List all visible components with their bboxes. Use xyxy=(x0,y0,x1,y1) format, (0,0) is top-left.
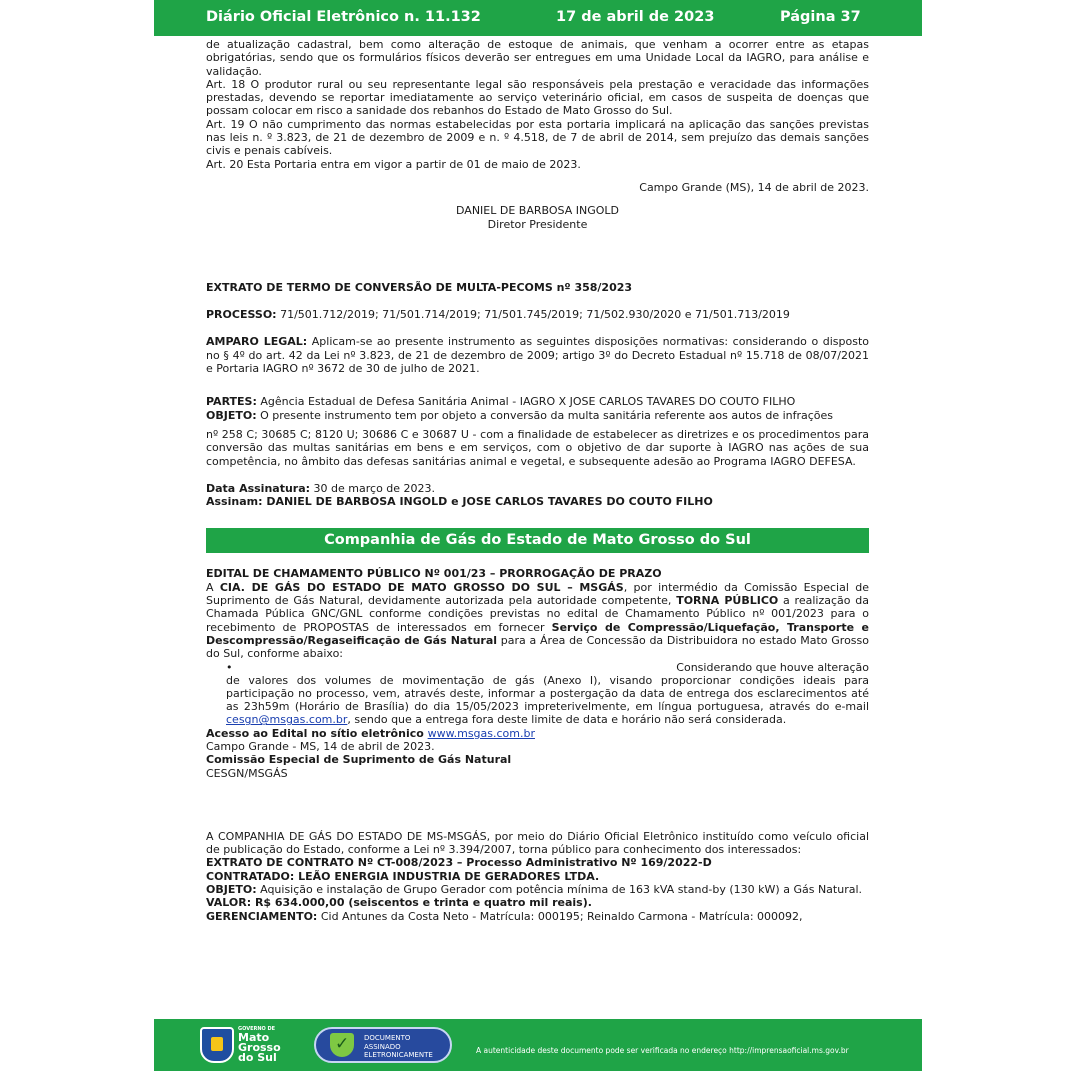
gerenciamento-line: GERENCIAMENTO: Cid Antunes da Costa Neto - Matrícula: 000195; Reinaldo Carmona - Matrícula: 000092, xyxy=(206,909,803,923)
page-header xyxy=(154,0,922,36)
shield-check-icon xyxy=(330,1033,354,1057)
objeto-line: OBJETO: O presente instrumento tem por objeto a conversão da multa sanitária referente aos autos de infrações xyxy=(206,408,834,422)
article-18: Art. 18 O produtor rural ou seu representante legal são responsáveis pela prestação e veracidade das informações prestadas, devendo se reportar imediatamente ao serviço veterinário oficial, em casos de suspeita de doenças que possam colocar em risco a sanidade dos rebanhos do Estado de Mato Grosso do Sul. xyxy=(206,77,869,118)
processo-line: PROCESSO: 71/501.712/2019; 71/501.714/2019; 71/501.745/2019; 71/502.930/2020 e 71/501.713/2019 xyxy=(206,308,790,322)
comissao-sigla: CESGN/MSGÁS xyxy=(206,766,288,780)
page-footer xyxy=(154,1019,922,1071)
article-20: Art. 20 Esta Portaria entra em vigor a partir de 01 de maio de 2023. xyxy=(206,157,581,171)
contrato-intro: A COMPANHIA DE GÁS DO ESTADO DE MS-MSGÁS, por meio do Diário Oficial Eletrônico instituído como veículo oficial de publicação do Estado, conforme a Lei nº 3.394/2007, torna público para conhecimento dos interessados: xyxy=(206,829,869,857)
contrato-objeto: OBJETO: Aquisição e instalação de Grupo Gerador com potência mínima de 163 kVA stand-by (130 kW) a Gás Natural. xyxy=(206,883,863,897)
bullet-item: • Considerando que houve alteração xyxy=(226,660,869,674)
article-19: Art. 19 O não cumprimento das normas estabelecidas por esta portaria implicará na aplicação das sanções previstas nas leis n. º 3.823, de 21 de dezembro de 2009 e n. º 4.518, de 7 de abril de 2014, sem prejuízo das demais sanções civis e penais cabíveis. xyxy=(206,117,869,158)
bullet-dot-icon: • xyxy=(226,660,233,674)
contrato-extrato: EXTRATO DE CONTRATO Nº CT-008/2023 – Processo Administrativo Nº 169/2022-D xyxy=(206,856,712,870)
assinam-line: Assinam: DANIEL DE BARBOSA INGOLD e JOSE CARLOS TAVARES DO COUTO FILHO xyxy=(206,495,713,509)
bullet-body: de valores dos volumes de movimentação de gás (Anexo I), visando proporcionar condições ideais para participação no processo, vem, através deste, informar a postergação da data de entrega dos esclarecimentos até as 23h59m (Horário de Brasília) do dia 15/05/2023 impreterivelmente, em língua portuguesa, através do e-mail cesgn@msgas.com.br, sendo que a entrega fora deste limite de data e horário não será considerada. xyxy=(226,673,869,727)
partes-line: PARTES: Agência Estadual de Defesa Sanitária Animal - IAGRO X JOSE CARLOS TAVARES DO COUTO FILHO xyxy=(206,395,796,409)
data-assinatura: Data Assinatura: 30 de março de 2023. xyxy=(206,481,436,495)
document-body xyxy=(206,38,869,923)
comissao-name: Comissão Especial de Suprimento de Gás Natural xyxy=(206,753,512,767)
section-title-msgas: Companhia de Gás do Estado de Mato Grosso do Sul xyxy=(206,528,869,553)
email-link[interactable]: cesgn@msgas.com.br xyxy=(226,713,348,727)
issue-date: 17 de abril de 2023 xyxy=(556,9,715,25)
signer-role: Diretor Presidente xyxy=(487,217,588,231)
acesso-edital: Acesso ao Edital no sítio eletrônico www.msgas.com.br xyxy=(206,726,535,740)
extrato-title: EXTRATO DE TERMO DE CONVERSÃO DE MULTA-PECOMS nº 358/2023 xyxy=(206,280,633,294)
edital-intro: A CIA. DE GÁS DO ESTADO DE MATO GROSSO DO SUL – MSGÁS, por intermédio da Comissão Especial de Suprimento de Gás Natural, devidamente autorizada pela autoridade competente, TORNA PÚBLICO a realização da Chamada Pública GNC/GNL conforme condições previstas no edital de Chamamento Público nº 001/2023 para o recebimento de PROPOSTAS de interessados em fornecer Serviço de Compressão/Liquefação, Transporte e Descompressão/Regaseificação de Gás Natural para a Área de Concessão da Distribuidora no estado Mato Grosso do Sul, conforme abaixo: xyxy=(206,580,869,661)
state-crest-icon xyxy=(200,1027,234,1063)
gazette-title: Diário Oficial Eletrônico n. 11.132 xyxy=(206,9,481,25)
contratado-line: CONTRATADO: LEÃO ENERGIA INDUSTRIA DE GERADORES LTDA. xyxy=(206,869,600,883)
signed-document-badge: ✓ DOCUMENTO ASSINADO ELETRONICAMENTE xyxy=(314,1027,452,1063)
signing-place-date: Campo Grande (MS), 14 de abril de 2023. xyxy=(639,180,869,194)
edital-place-date: Campo Grande - MS, 14 de abril de 2023. xyxy=(206,739,435,753)
paragraph-cadastral: de atualização cadastral, bem como alteração de estoque de animais, que venham a ocorrer entre as etapas obrigatórias, sendo que os formulários físicos deverão ser entregues em uma Unidade Local da IAGRO, para análise e validação. xyxy=(206,38,869,78)
document-page xyxy=(154,0,922,1071)
contrato-valor: VALOR: R$ 634.000,00 (seiscentos e trinta e quatro mil reais). xyxy=(206,896,592,910)
edital-title: EDITAL DE CHAMAMENTO PÚBLICO Nº 001/23 – PRORROGAÇÃO DE PRAZO xyxy=(206,567,662,581)
page-number: Página 37 xyxy=(780,9,861,25)
website-link[interactable]: www.msgas.com.br xyxy=(427,726,535,740)
authenticity-note: A autenticidade deste documento pode ser verificada no endereço http://imprensaoficial.ms.gov.br xyxy=(476,1046,849,1055)
signer-name: DANIEL DE BARBOSA INGOLD xyxy=(456,204,619,218)
government-logo: GOVERNO DE Mato Grosso do Sul xyxy=(200,1025,286,1065)
objeto-details: nº 258 C; 30685 C; 8120 U; 30686 C e 30687 U - com a finalidade de estabelecer as diretrizes e os procedimentos para conversão das multas sanitárias em bens e em serviços, com o objetivo de dar suporte à IAGRO nas ações de sua competência, no âmbito das defesas sanitárias animal e vegetal, e subsequente adesão ao Programa IAGRO DEFESA. xyxy=(206,427,869,468)
amparo-legal: AMPARO LEGAL: Aplicam-se ao presente instrumento as seguintes disposições normativas: considerando o disposto no § 4º do art. 42 da Lei nº 3.823, de 21 de dezembro de 2009; artigo 3º do Decreto Estadual nº 15.718 de 08/07/2021 e Portaria IAGRO nº 3672 de 30 de julho de 2021. xyxy=(206,335,869,376)
